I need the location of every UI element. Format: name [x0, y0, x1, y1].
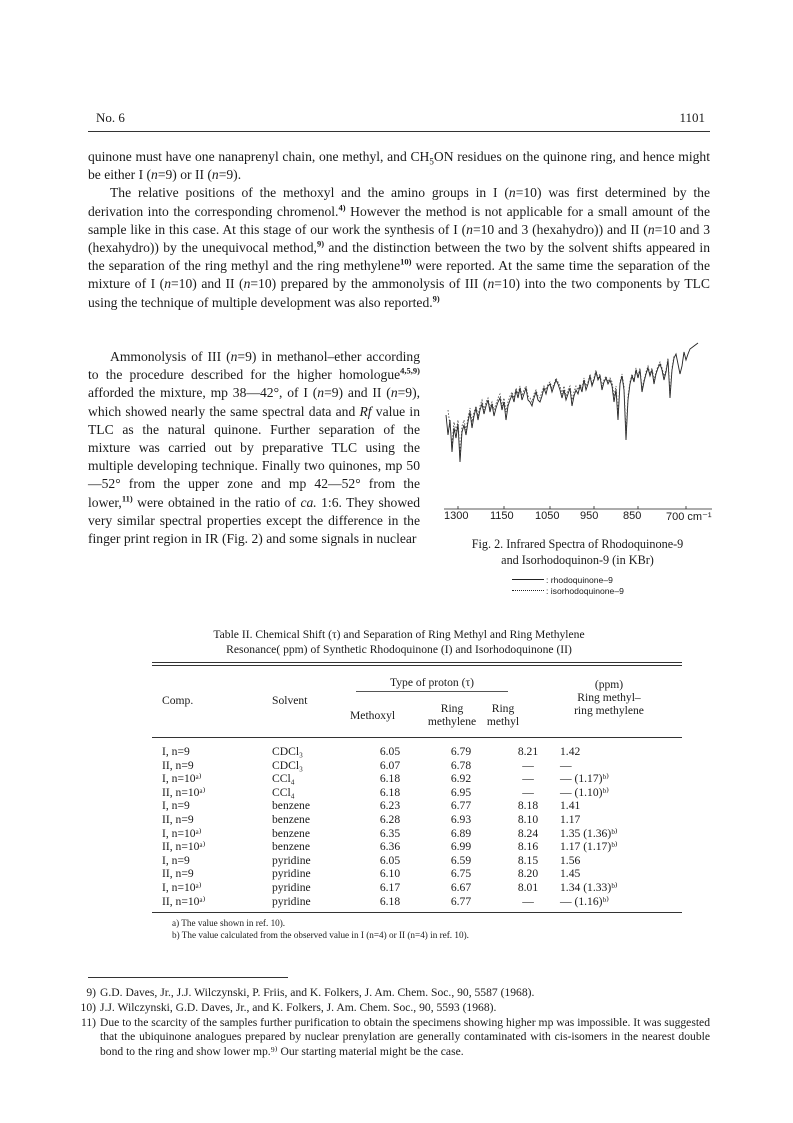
header-ring-methylene: Ring methylene	[427, 702, 477, 728]
cell-ring-methyl: 8.16	[517, 840, 539, 854]
table-row	[162, 867, 662, 881]
cell-separation: 1.45	[560, 867, 581, 881]
table-row	[162, 745, 662, 759]
cell-comp: I, n=10ᵃ⁾	[162, 880, 202, 894]
figure-legend	[512, 574, 712, 596]
cell-comp: I, n=9	[162, 799, 190, 813]
paragraph-3: Ammonolysis of III (n=9) in methanol–ether according to the procedure described for the higher homologue$^{4,5,9)}$ afforded the mixture, mp 38—42°, of I (n=9) and II (n=9), which showed nearly the same spectral data and Rf value in TLC as the natural quinone. Further separation of the mixture was carried out by preparative TLC using the multiple developing technique. Finally two quinones, mp 50—52° from the upper zone and mp 42—52° from the lower,$^{11)}$ were obtained in the ratio of ca. 1:6. They showed very similar spectral properties except the difference in the finger print region in IR (Fig. 2) and some signals in nuclear	[88, 349, 420, 547]
x-axis-ticks	[458, 506, 686, 509]
cell-solvent: pyridine	[272, 853, 311, 867]
table-header-rule	[152, 737, 682, 738]
paragraph-1: quinone must have one nanaprenyl chain, one methyl, and $CH_5ON$ residues on the quinone ring, and hence might be either I (n=9) or II (n=9).	[88, 149, 711, 183]
cell-comp: II, n=10ᵃ⁾	[162, 785, 206, 799]
cell-methoxyl: 6.36	[379, 840, 401, 854]
cell-ring-methyl: 8.20	[517, 867, 539, 881]
cell-comp: I, n=10ᵃ⁾	[162, 826, 202, 840]
header-separation: (ppm) Ring methyl– ring methylene	[574, 678, 644, 717]
table-header	[152, 668, 682, 738]
cell-methoxyl: 6.05	[379, 745, 401, 758]
footnote-text: J.J. Wilczynski, G.D. Daves, Jr., and K. Folkers, J. Am. Chem. Soc., 90, 5593 (1968).	[100, 1000, 497, 1014]
cell-comp: I, n=9	[162, 853, 190, 867]
cell-comp: II, n=9	[162, 758, 194, 772]
legend-item-isorhodoquinone: : isorhodoquinone–9	[512, 585, 712, 596]
table-top-rule-2	[152, 665, 682, 666]
cell-solvent: CDCl₃	[272, 758, 304, 772]
table-row	[162, 854, 662, 868]
table-row	[162, 895, 662, 909]
cell-methoxyl: 6.18	[379, 894, 401, 908]
legend-item-rhodoquinone: : rhodoquinone–9	[512, 574, 712, 585]
cell-ring-methyl: 8.24	[517, 826, 539, 840]
cell-ring-methylene: 6.92	[450, 772, 472, 786]
header-ring-methyl: Ring methyl	[486, 702, 520, 728]
cell-ring-methylene: 6.67	[450, 880, 472, 894]
header-rule	[88, 131, 710, 132]
cell-ring-methylene: 6.78	[450, 758, 472, 772]
cell-ring-methylene: 6.77	[450, 799, 472, 813]
cell-separation: — (1.10)ᵇ⁾	[560, 785, 609, 799]
table-caption: Table II. Chemical Shift (τ) and Separation of Ring Methyl and Ring Methylene Resonance( ppm) of Synthetic Rhodoquinone (I) and Isorhodoquinone (II)	[213, 628, 585, 656]
cell-separation: 1.17 (1.17)ᵇ⁾	[560, 840, 618, 854]
cell-ring-methyl: —	[522, 772, 534, 786]
cell-solvent: pyridine	[272, 894, 311, 908]
table-row	[162, 827, 662, 841]
rhodoquinone-spectrum-line	[446, 343, 698, 462]
table-row	[162, 772, 662, 786]
cell-comp: I, n=9	[162, 745, 190, 758]
footnote	[66, 1001, 710, 1016]
cell-methoxyl: 6.07	[379, 758, 401, 772]
cell-ring-methylene: 6.75	[450, 867, 472, 881]
cell-ring-methylene: 6.89	[450, 826, 472, 840]
footnote-text: Due to the scarcity of the samples further purification to obtain the specimens showing higher mp was impossible. It was suggested that the ubiquinone analogues prepared by nuclear prenylation are generally contaminated with cis-isomers in the nearest double bond to the ring and show lower mp.⁹⁾ Our starting material might be the case.	[100, 1015, 710, 1059]
footnote-rule	[88, 977, 288, 978]
cell-ring-methylene: 6.99	[450, 840, 472, 854]
table-row	[162, 759, 662, 773]
cell-methoxyl: 6.05	[379, 853, 401, 867]
cell-comp: I, n=10ᵃ⁾	[162, 772, 202, 786]
cell-comp: II, n=9	[162, 867, 194, 881]
cell-solvent: CCl₄	[272, 785, 295, 799]
cell-ring-methyl: 8.01	[517, 880, 539, 894]
table-row	[162, 786, 662, 800]
legend-dotted-line	[512, 590, 544, 591]
cell-comp: II, n=9	[162, 812, 194, 826]
footnote-text: G.D. Daves, Jr., J.J. Wilczynski, P. Friis, and K. Folkers, J. Am. Chem. Soc., 90, 5587 (1968).	[100, 986, 535, 999]
cell-ring-methyl: 8.15	[517, 853, 539, 867]
cell-methoxyl: 6.28	[379, 812, 401, 826]
table-row	[162, 840, 662, 854]
cell-solvent: pyridine	[272, 867, 311, 881]
cell-ring-methylene: 6.93	[450, 812, 472, 826]
table-top-rule-1	[152, 662, 682, 663]
cell-separation: 1.17	[560, 812, 581, 826]
cell-comp: II, n=10ᵃ⁾	[162, 894, 206, 908]
x-tick-label: 1300	[444, 510, 469, 522]
cell-separation: —	[560, 758, 572, 772]
cell-ring-methylene: 6.77	[450, 894, 472, 908]
cell-ring-methyl: 8.18	[517, 799, 539, 813]
paragraph-2: The relative positions of the methoxyl and the amino groups in I (n=10) was first determined by the derivation into the corresponding chromenol.$^{4)}$ However the method is not applicable for a small amount of the sample like in this case. At this stage of our work the synthesis of I (n=10 and 3 (hexahydro)) and II (n=10 and 3 (hexahydro)) by the unequivocal method,$^{9)}$ and the distinction between the two by the solvent shifts appeared in the separation of the ring methyl and the ring methylene$^{10)}$ were reported. At the same time the separation of the mixture of I (n=10) and II (n=10) prepared by the ammonolysis of III (n=10) into the two components by TLC using the technique of multiple development was also reported.$^{9)}$	[88, 185, 711, 310]
cell-solvent: benzene	[272, 812, 310, 826]
footnotes	[66, 986, 710, 1060]
cell-separation: — (1.16)ᵇ⁾	[560, 894, 609, 908]
cell-ring-methylene: 6.59	[450, 853, 472, 867]
x-tick-label: 950	[580, 510, 599, 522]
cell-solvent: CDCl₃	[272, 745, 304, 758]
figure-2	[440, 340, 715, 600]
cell-methoxyl: 6.10	[379, 867, 401, 881]
cell-solvent: benzene	[272, 826, 310, 840]
table-row	[162, 813, 662, 827]
cell-separation: 1.34 (1.33)ᵇ⁾	[560, 880, 618, 894]
header-type-of-proton: Type of proton (τ)	[389, 676, 474, 689]
cell-separation: 1.41	[560, 799, 581, 813]
cell-solvent: benzene	[272, 799, 310, 813]
header-group-rule	[356, 691, 508, 692]
x-tick-label: 700 cm⁻¹	[666, 511, 712, 523]
x-tick-label: 1050	[535, 510, 560, 522]
table-note-b: b) The value calculated from the observed value in I (n=4) or II (n=4) in ref. 10).	[172, 929, 469, 940]
cell-ring-methyl: —	[522, 758, 534, 772]
cell-methoxyl: 6.18	[379, 772, 401, 786]
table-row	[162, 799, 662, 813]
header-solvent: Solvent	[272, 694, 308, 707]
cell-ring-methyl: 8.10	[517, 812, 539, 826]
header-methoxyl: Methoxyl	[350, 709, 396, 722]
cell-methoxyl: 6.23	[379, 799, 401, 813]
cell-solvent: pyridine	[272, 880, 311, 894]
journal-issue-number: No. 6	[96, 110, 125, 125]
page-number: 1101	[679, 110, 705, 125]
x-tick-label: 850	[623, 510, 642, 522]
x-tick-label: 1150	[490, 510, 514, 522]
footnote	[66, 986, 710, 1001]
header-comp: Comp.	[162, 694, 194, 707]
cell-methoxyl: 6.18	[379, 785, 401, 799]
body-left-column	[88, 348, 420, 548]
cell-separation: 1.56	[560, 853, 581, 867]
footnote	[66, 1016, 710, 1060]
cell-solvent: CCl₄	[272, 772, 295, 786]
table-bottom-rule	[152, 912, 682, 913]
cell-separation: 1.42	[560, 745, 581, 758]
cell-ring-methyl: 8.21	[517, 745, 539, 758]
x-axis-tick-labels	[440, 510, 715, 524]
cell-separation: 1.35 (1.36)ᵇ⁾	[560, 826, 618, 840]
cell-methoxyl: 6.17	[379, 880, 401, 894]
cell-comp: II, n=10ᵃ⁾	[162, 840, 206, 854]
data-table	[162, 745, 662, 908]
table-row	[162, 881, 662, 895]
cell-solvent: benzene	[272, 840, 310, 854]
table-note-a: a) The value shown in ref. 10).	[172, 918, 286, 928]
cell-ring-methylene: 6.95	[450, 785, 472, 799]
cell-ring-methyl: —	[522, 894, 534, 908]
cell-separation: — (1.17)ᵇ⁾	[560, 772, 609, 786]
body-top	[88, 148, 710, 312]
cell-ring-methyl: —	[522, 785, 534, 799]
footnote-number: 10)	[80, 1000, 96, 1014]
footnote-number: 11)	[80, 1015, 96, 1029]
ir-spectra-plot	[440, 340, 715, 520]
cell-methoxyl: 6.35	[379, 826, 401, 840]
table-notes	[172, 918, 692, 941]
cell-ring-methylene: 6.79	[450, 745, 472, 758]
footnote-number: 9)	[86, 986, 96, 999]
legend-solid-line	[512, 579, 544, 580]
figure-caption: Fig. 2. Infrared Spectra of Rhodoquinone-9 and Isorhodoquinon-9 (in KBr)	[471, 537, 684, 567]
